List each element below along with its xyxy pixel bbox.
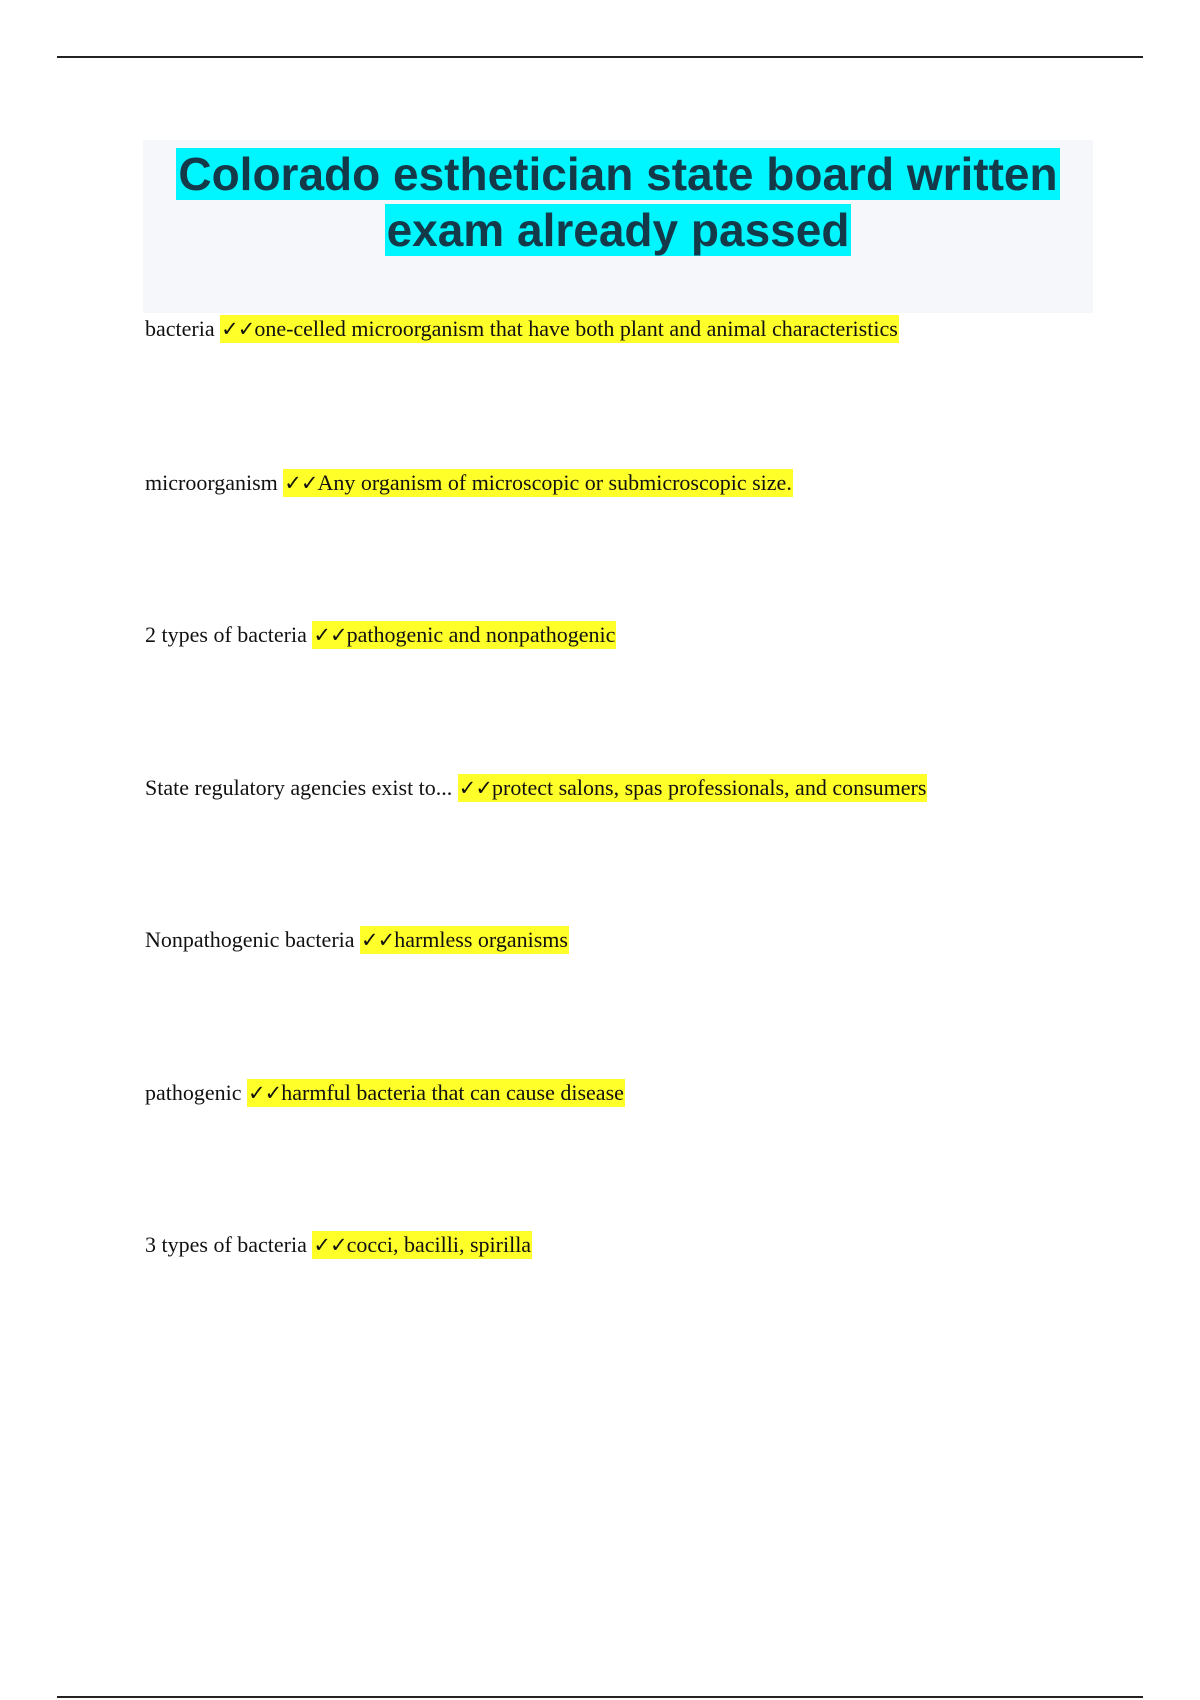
flashcard-term: Nonpathogenic bacteria [145,927,361,952]
double-check-icon: ✓✓ [313,623,347,647]
flashcard-answer-highlight [360,926,569,954]
top-rule [57,56,1143,58]
double-check-icon: ✓✓ [248,1081,282,1105]
double-check-icon: ✓✓ [221,317,255,341]
flashcard-answer-highlight [312,1231,532,1259]
flashcard-item [145,620,1145,650]
double-check-icon: ✓✓ [361,928,395,952]
bottom-rule [57,1696,1143,1698]
double-check-icon: ✓✓ [284,471,318,495]
flashcard-term: pathogenic [145,1080,248,1105]
flashcard-answer-highlight [283,469,793,497]
flashcard-answer-highlight [220,315,899,343]
double-check-icon: ✓✓ [458,776,492,800]
flashcard-item [145,314,1145,344]
flashcard-answer: harmful bacteria that can cause disease [281,1080,624,1105]
flashcard-answer: protect salons, spas professionals, and consumers [492,775,927,800]
flashcard-term: State regulatory agencies exist to... [145,775,458,800]
flashcard-term: 3 types of bacteria [145,1232,313,1257]
flashcard-answer: pathogenic and nonpathogenic [346,622,616,647]
flashcard-term: microorganism [145,470,284,495]
flashcard-item [145,773,1145,803]
flashcard-answer: one-celled microorganism that have both plant and animal characteristics [254,316,898,341]
flashcard-item [145,1078,1145,1108]
flashcard-term: bacteria [145,316,221,341]
flashcard-item [145,468,1145,498]
flashcard-answer-highlight [312,621,616,649]
flashcard-item [145,1230,1145,1260]
flashcard-answer: cocci, bacilli, spirilla [346,1232,532,1257]
flashcard-answer: harmless organisms [394,927,568,952]
double-check-icon: ✓✓ [313,1233,347,1257]
flashcard-answer: Any organism of microscopic or submicroscopic size. [317,470,792,495]
flashcard-answer-highlight [458,774,928,802]
title-block [143,140,1093,313]
flashcard-item [145,925,1145,955]
flashcard-term: 2 types of bacteria [145,622,313,647]
document-title: Colorado esthetician state board written exam already passed [178,148,1058,256]
flashcard-answer-highlight [247,1079,625,1107]
